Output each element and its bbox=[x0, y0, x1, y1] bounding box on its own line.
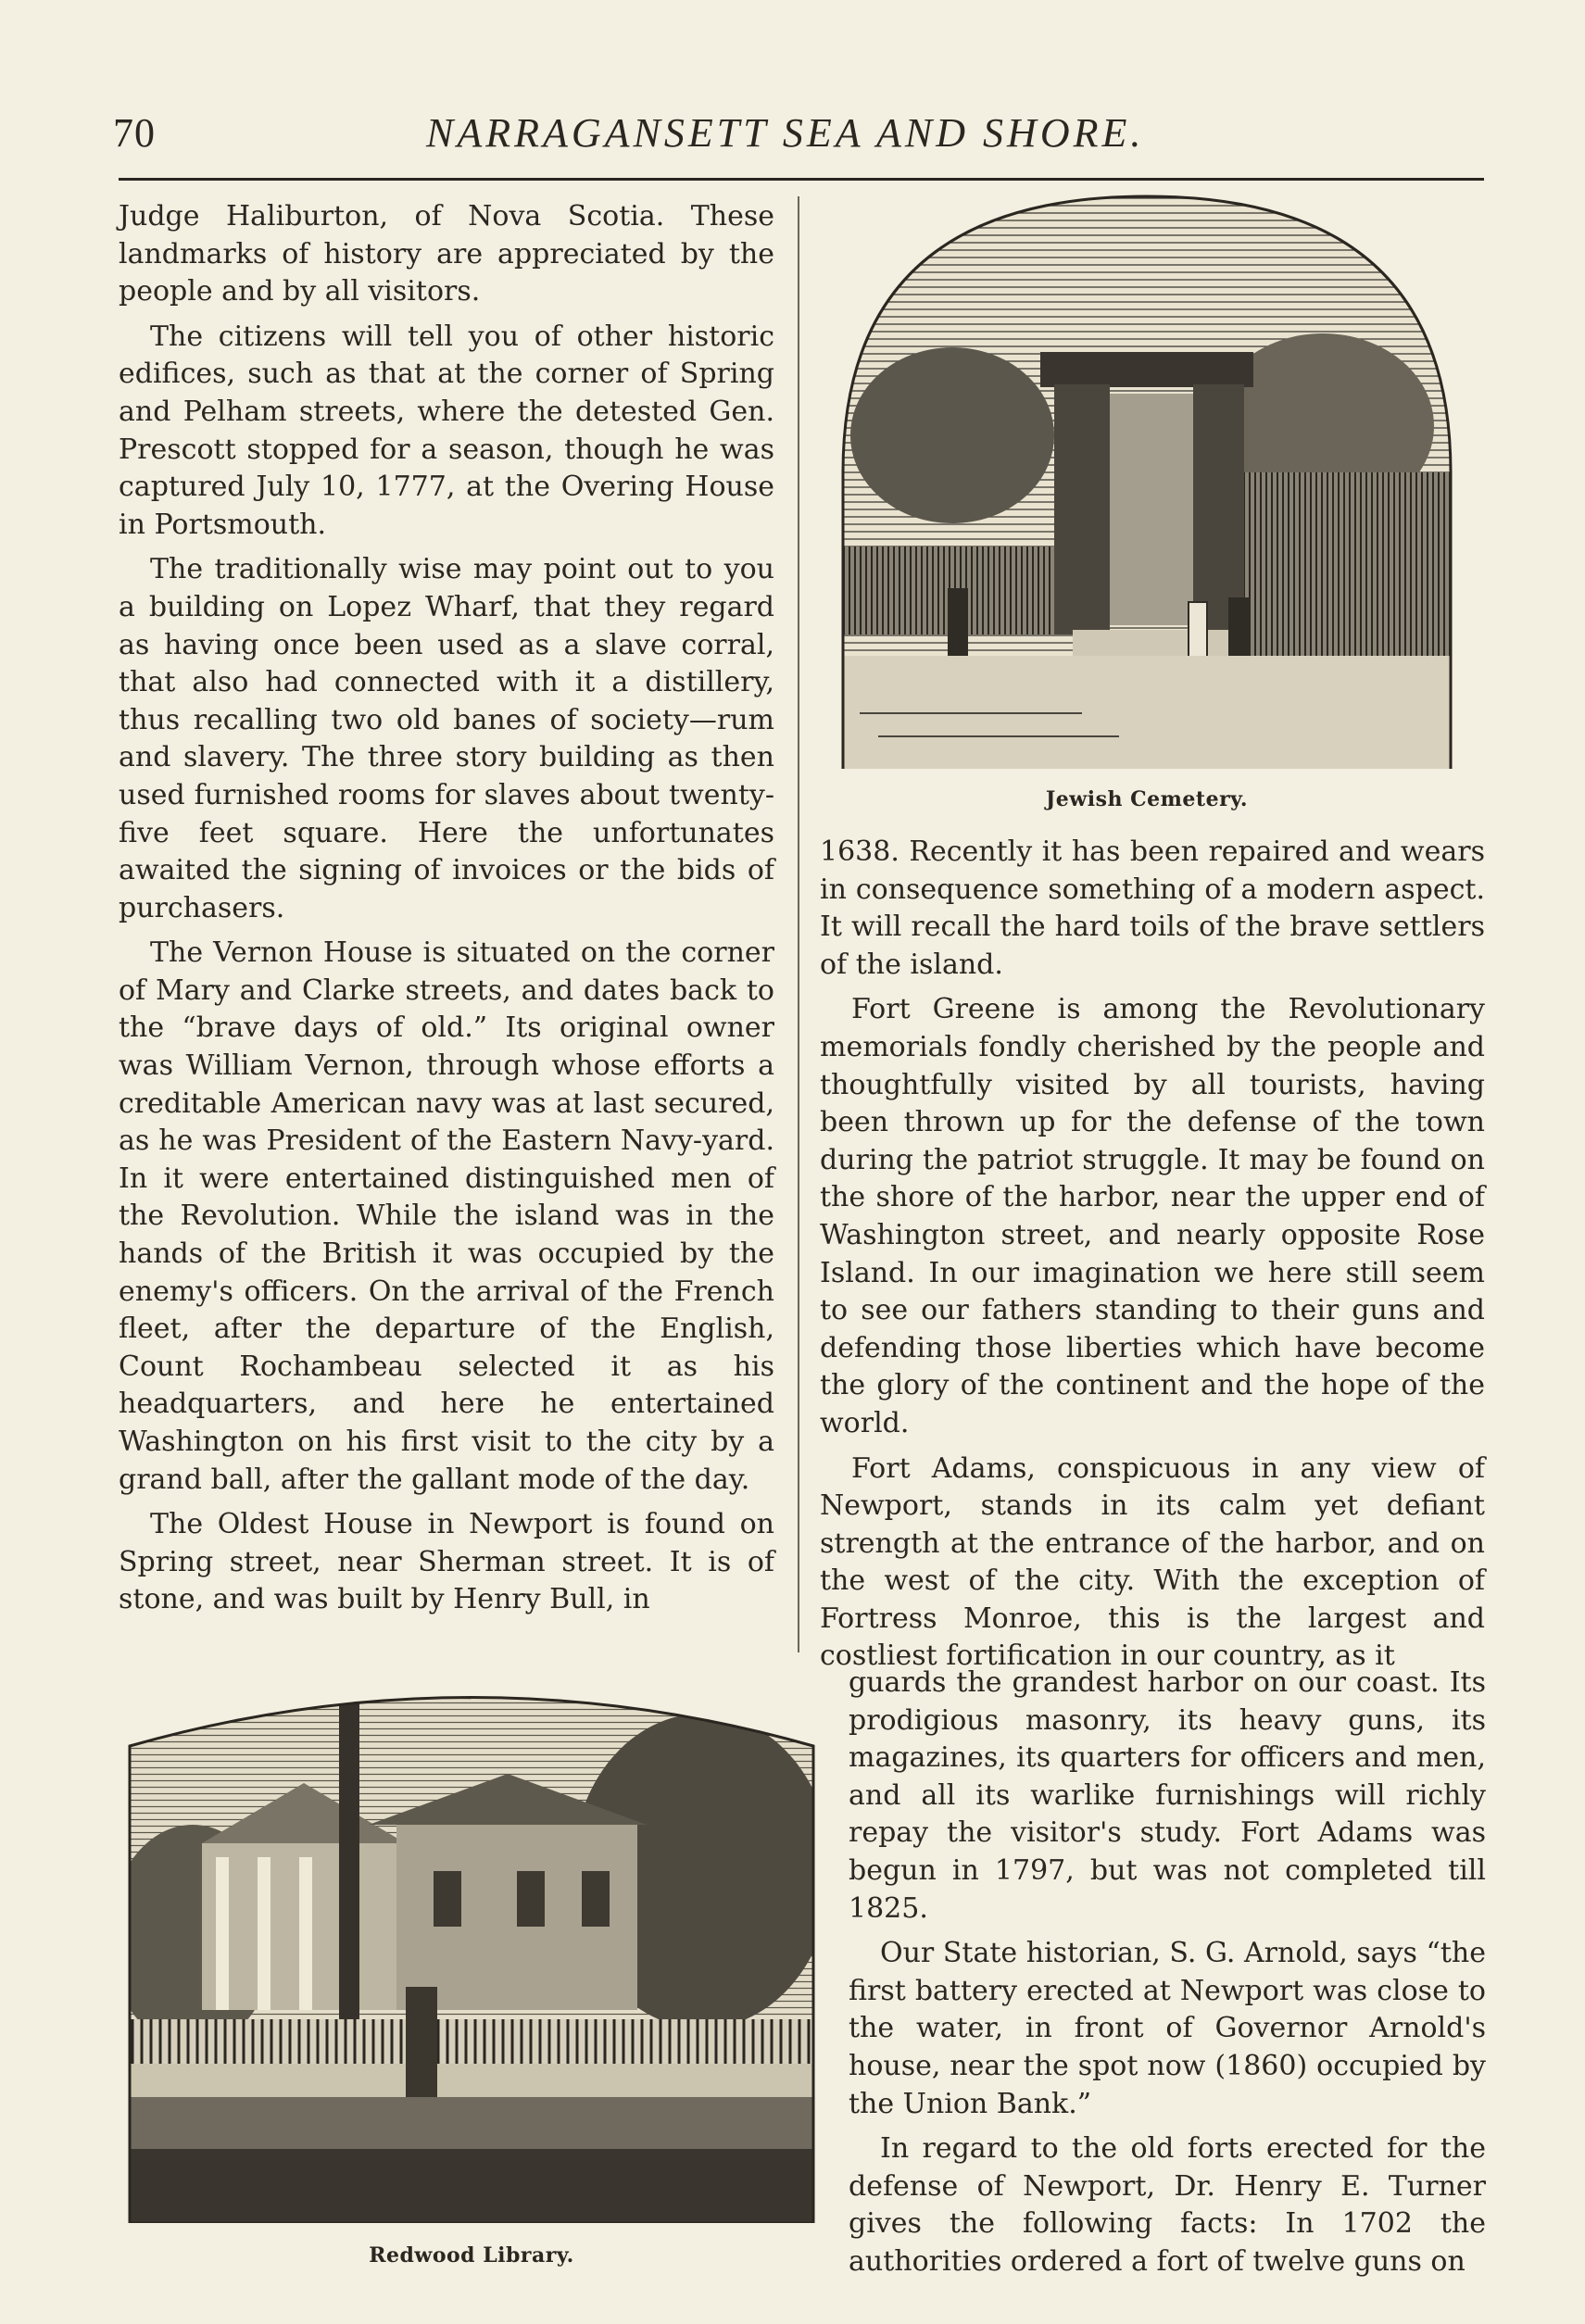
jewish-cemetery-engraving bbox=[841, 195, 1453, 769]
paragraph: Judge Haliburton, of Nova Scotia. These landmarks of history are appreciated by the people and by all visitors. bbox=[119, 200, 774, 308]
right-column-upper bbox=[820, 834, 1485, 1676]
redwood-library-engraving bbox=[128, 1667, 815, 2223]
left-column bbox=[119, 198, 774, 1619]
paragraph: Fort Adams, conspicuous in any view of Newport, stands in its calm yet defiant strength at the entrance of the harbor, and on the west of the city. With the exception of Fortress Monroe, this is the largest and costliest fortification in our country, as it bbox=[820, 1451, 1485, 1673]
running-title: NARRAGANSETT SEA AND SHORE. bbox=[426, 110, 1145, 156]
paragraph: The Oldest House in Newport is found on Spring street, near Sherman street. It is of stone, and was built by Henry Bull, in bbox=[119, 1508, 774, 1616]
paragraph: Our State historian, S. G. Arnold, says “the first battery erected at Newport was close to the water, in front of Governor Arnold's house, near the spot now (1860) occupied by the Union Bank.” bbox=[849, 1937, 1486, 2120]
paragraph: The traditionally wise may point out to you a building on Lopez Wharf, that they regard as having once been used as a slave corral, that also had connected with it a distillery, thus recalling two old banes of society—rum and slavery. The three story building as then used furnished rooms for slaves about twenty-five feet square. Here the unfortunates awaited the signing of invoices or the bids of purchasers. bbox=[119, 553, 774, 924]
paragraph: guards the grandest harbor on our coast. Its prodigious masonry, its heavy guns, its magazines, its quarters for officers and men, and all its warlike furnishings will richly repay the visitor's study. Fort Adams was begun in 1797, but was not completed till 1825. bbox=[849, 1666, 1486, 1925]
paragraph: In regard to the old forts erected for the defense of Newport, Dr. Henry E. Turner gives the following facts: In 1702 the authorities ordered a fort of twelve guns on bbox=[849, 2132, 1486, 2278]
jewish-cemetery-figure bbox=[841, 195, 1453, 815]
column-rule bbox=[798, 196, 799, 1652]
jewish-cemetery-caption: Jewish Cemetery. bbox=[1045, 787, 1249, 811]
redwood-library-caption: Redwood Library. bbox=[369, 2243, 574, 2267]
header-rule bbox=[119, 178, 1484, 181]
paragraph: Fort Greene is among the Revolutionary memorials fondly cherished by the people and thoughtfully visited by all tourists, having been thrown up for the defense of the town during the patriot struggle. It may be found on the shore of the harbor, near the upper end of Washington street, and nearly opposite Rose Island. In our imagination we here still seem to see our fathers standing to their guns and defending those liberties which have become the glory of the continent and the hope of the world. bbox=[820, 993, 1485, 1439]
right-column-lower bbox=[849, 1664, 1486, 2281]
redwood-library-figure bbox=[128, 1667, 815, 2269]
paragraph: The citizens will tell you of other historic edifices, such as that at the corner of Spring and Pelham streets, where the detested Gen. Prescott stopped for a season, though he was captured July 10, 1777, at the Overing House in Portsmouth. bbox=[119, 320, 774, 541]
page-number: 70 bbox=[113, 110, 156, 156]
paragraph: The Vernon House is situated on the corner of Mary and Clarke streets, and dates back to the “brave days of old.” Its original owner was William Vernon, through whose efforts a creditable American navy was at last secured, as he was President of the Eastern Navy-yard. In it were entertained distinguished men of the Revolution. While the island was in the hands of the British it was occupied by the enemy's officers. On the arrival of the French fleet, after the departure of the English, Count Rochambeau selected it as his headquarters, and here he entertained Washington on his first visit to the city by a grand ball, after the gallant mode of the day. bbox=[119, 936, 774, 1496]
paragraph: 1638. Recently it has been repaired and wears in consequence something of a modern aspect. It will recall the hard toils of the brave settlers of the island. bbox=[820, 835, 1485, 981]
